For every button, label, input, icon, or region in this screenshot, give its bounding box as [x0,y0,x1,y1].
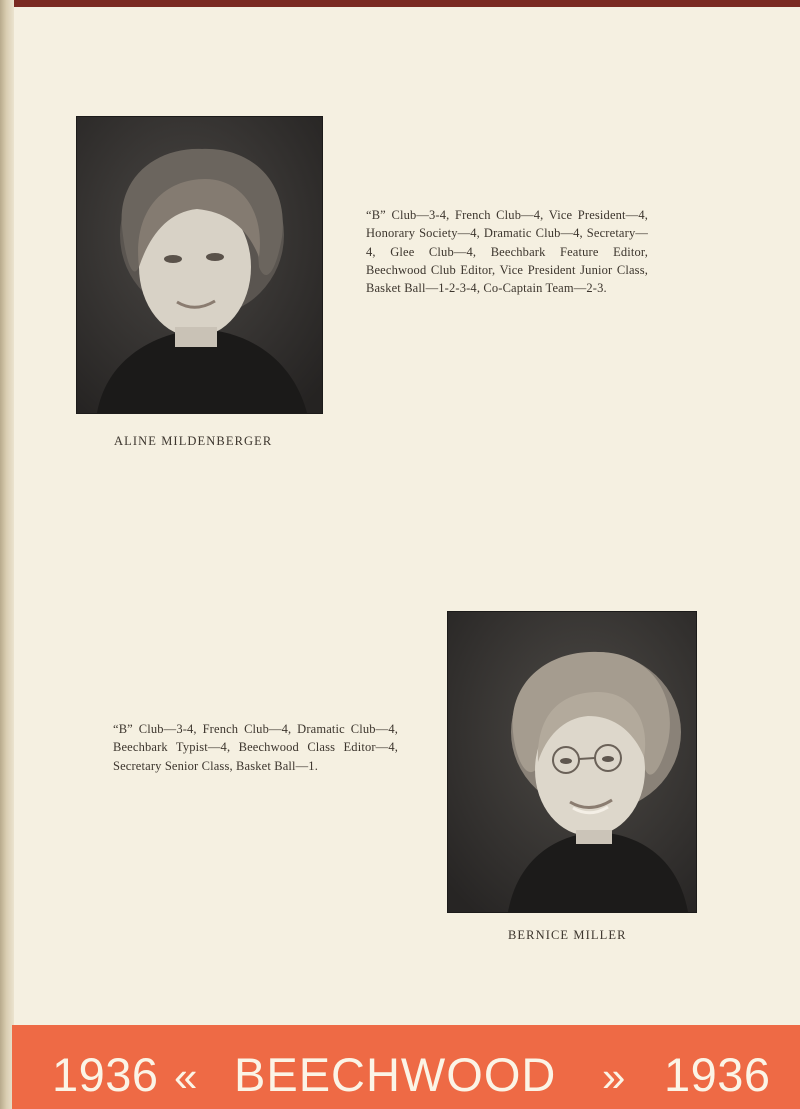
student-name-1: ALINE MILDENBERGER [114,434,273,448]
footer-guillemet-right: » [602,1053,626,1100]
portrait-image-2 [448,612,696,912]
student-name-2: BERNICE MILLER [508,928,627,942]
footer-year-left: 1936 [52,1048,159,1101]
activities-text-2: “B” Club—3-4, French Club—4, Dramatic Club—4, Beechbark Typist—4, Beechwood Class Editor—4, Secretary Senior Class, Basket Ball—1. [113,722,398,773]
portrait-photo-1 [76,116,323,414]
portrait-photo-2 [447,611,697,913]
activities-text-1: “B” Club—3-4, French Club—4, Vice President—4, Honorary Society—4, Dramatic Club—4, Secretary—4, Glee Club—4, Beechbark Feature Editor, Beechwood Club Editor, Vice President Junior Class, Basket Ball—1-2-3-4, Co-Captain Team—2-3. [366,208,648,296]
yearbook-footer-band [12,1025,800,1109]
footer-guillemet-left: « [174,1053,198,1100]
portrait-image-1 [77,117,322,413]
top-edge-band [0,0,800,7]
footer-year-right: 1936 [664,1048,771,1101]
book-binding-edge [0,0,14,1109]
footer-title: BEECHWOOD [234,1048,557,1101]
